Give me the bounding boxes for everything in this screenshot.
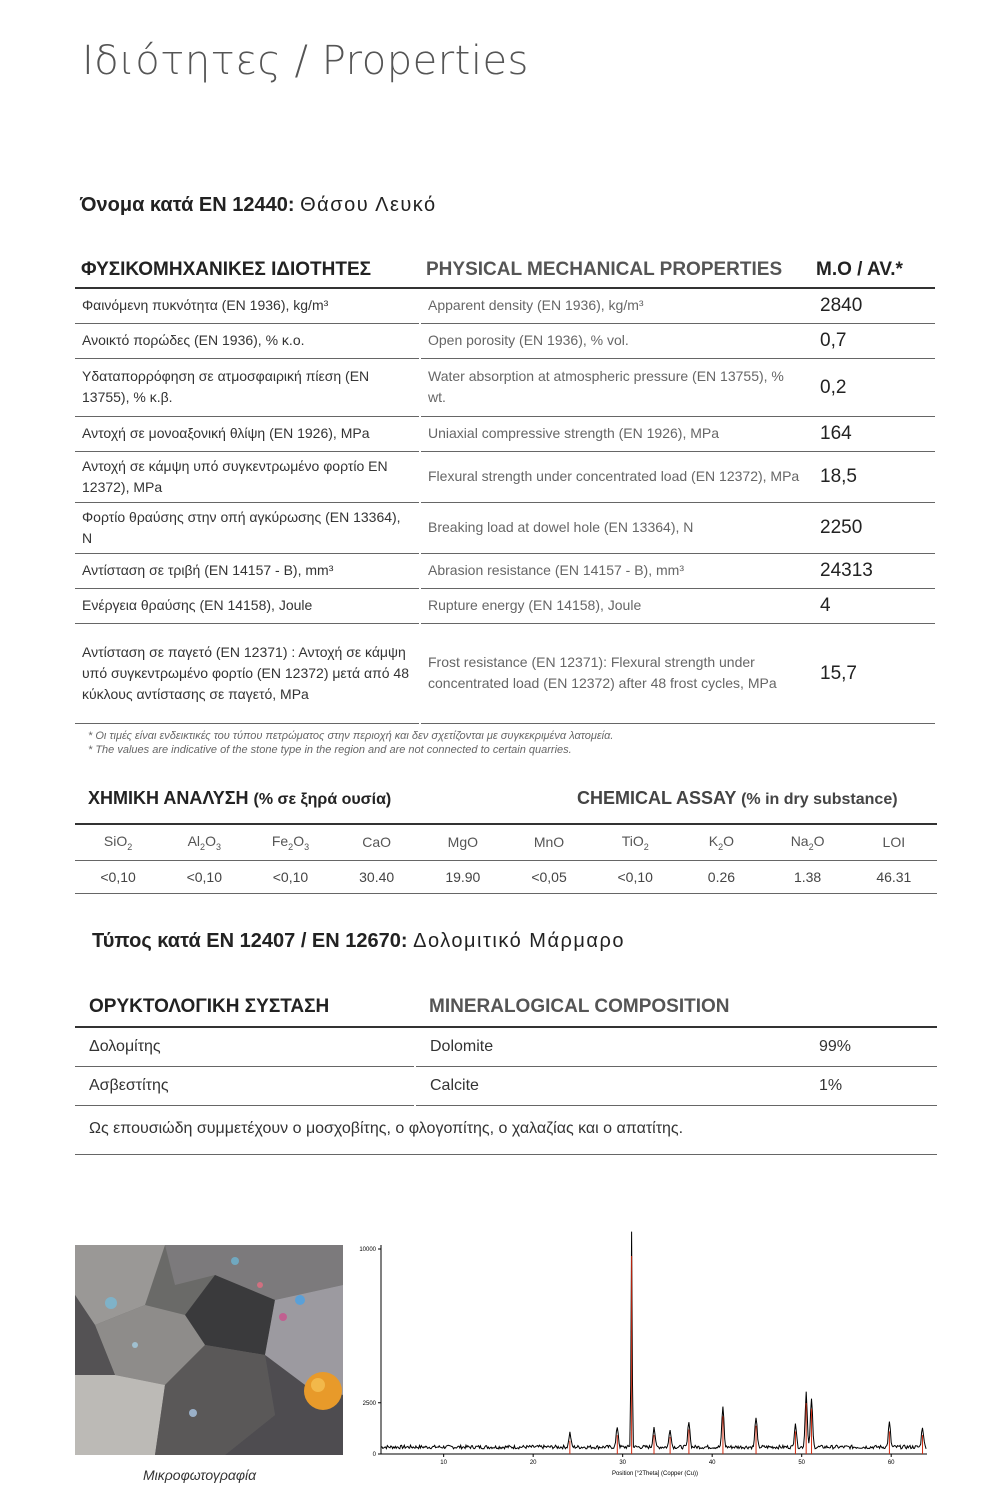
table-row [75,416,935,451]
diffraction-trace [381,1232,926,1449]
chem-value: 30.40 [334,860,420,893]
chemical-title-en [577,788,898,809]
chemical-values-row [75,860,937,893]
stone-type-line [92,930,625,953]
table-row [75,553,935,588]
y-tick-label: 2500 [362,1400,376,1407]
property-en: Breaking load at dowel hole (EN 13364), N [420,502,810,553]
x-tick-label: 20 [529,1460,537,1466]
oxide-k2o: $K_2O$ [678,824,764,860]
microphotograph [75,1245,343,1455]
mineral-en: Dolomite [415,1027,805,1067]
oxide-mgo: MgO [420,824,506,860]
property-gr: Ανοικτό πορώδες (EN 1936), % κ.ο. [75,323,420,358]
mineral-table [75,990,937,1155]
oxide-cao: CaO [334,824,420,860]
property-value: 2840 [810,288,935,323]
mineral-gr: Ασβεστίτης [75,1067,415,1106]
table-row [75,1027,937,1067]
stone-name-value: Θάσου Λευκό [300,194,437,216]
x-tick-label: 50 [798,1460,806,1466]
property-en: Open porosity (EN 1936), % vol. [420,323,810,358]
oxide-tio2: TiO$_2$ [592,824,678,860]
table-row [75,502,935,553]
x-ticks [440,1454,895,1466]
oxide-na2o: $Na_2O$ [765,824,851,860]
property-gr: Υδαταπορρόφηση σε ατμοσφαιρική πίεση (EN 13755), % κ.β. [75,358,420,416]
property-value: 164 [810,416,935,451]
property-value: 15,7 [810,623,935,723]
mineral-value: 1% [805,1067,937,1106]
property-gr: Φορτίο θραύσης στην οπή αγκύρωσης (EN 13364), N [75,502,420,553]
xrd-chart [345,1225,935,1480]
property-value: 0,2 [810,358,935,416]
peak-markers [570,1256,923,1454]
property-gr: Αντοχή σε κάμψη υπό συγκεντρωμένο φορτίο EN 12372), MPa [75,451,420,502]
chem-value: <0,05 [506,860,592,893]
header-gr: ΦΥΣΙΚΟΜΗΧΑΝΙΚΕΣ ΙΔΙΟΤΗΤΕΣ [75,255,420,288]
chemical-title-en-text: CHEMICAL ASSAY [577,788,737,808]
mineral-gr: Δολομίτης [75,1027,415,1067]
y-ticks [359,1247,381,1458]
property-en: Frost resistance (EN 12371): Flexural strength under concentrated load (EN 12372) after 48 frost cycles, MPa [420,623,810,723]
x-tick-label: 60 [887,1460,895,1466]
property-gr: Αντίσταση σε τριβή (EN 14157 - B), mm³ [75,553,420,588]
header-en: PHYSICAL MECHANICAL PROPERTIES [420,255,810,288]
property-en: Water absorption at atmospheric pressure (EN 13755), % wt. [420,358,810,416]
chemical-table [75,823,937,894]
property-value: 2250 [810,502,935,553]
x-axis-label: Position [°2Theta] (Copper (Cu)) [611,1471,699,1477]
property-gr: Αντίσταση σε παγετό (EN 12371) : Αντοχή σε κάμψη υπό συγκεντρωμένο φορτίο (EN 12372) μετά από 48 κύκλους αντίστασης σε παγετό, MPa [75,623,420,723]
stone-type-label: Τύπος κατά EN 12407 / EN 12670: [92,930,408,952]
property-value: 4 [810,588,935,623]
mineral-en: Calcite [415,1067,805,1106]
property-en: Apparent density (EN 1936), kg/m³ [420,288,810,323]
stone-type-value: Δολομιτικό Μάρμαρο [413,930,625,952]
mineral-header-gr: ΟΡΥΚΤΟΛΟΓΙΚΗ ΣΥΣΤΑΣΗ [75,990,415,1027]
table-row [75,1067,937,1106]
property-gr: Φαινόμενη πυκνότητα (EN 1936), kg/m³ [75,288,420,323]
property-en: Rupture energy (EN 14158), Joule [420,588,810,623]
x-tick-label: 40 [708,1460,716,1466]
property-en: Flexural strength under concentrated load (EN 12372), MPa [420,451,810,502]
chemical-subtitle-en: (% in dry substance) [741,791,898,808]
table-row [75,623,935,723]
table-row [75,451,935,502]
oxide-mno: MnO [506,824,592,860]
stone-name-line [80,194,437,217]
properties-table [75,255,935,724]
chem-value: <0,10 [161,860,247,893]
chem-value: 0.26 [678,860,764,893]
table-row [75,1106,937,1155]
property-gr: Αντοχή σε μονοαξονική θλίψη (EN 1926), MPa [75,416,420,451]
chem-value: <0,10 [75,860,161,893]
table-row [75,288,935,323]
table-row [75,323,935,358]
footnote-en: * The values are indicative of the stone type in the region and are not connected to certain quarries. [88,744,572,756]
mineral-header-blank [805,990,937,1027]
y-tick-label: 0 [372,1452,376,1458]
oxide-al2o3: $Al_2O_3$ [161,824,247,860]
property-value: 0,7 [810,323,935,358]
microphotograph-caption: Μικροφωτογραφία [143,1467,257,1483]
oxide-fe2o3: $Fe_2O_3$ [247,824,333,860]
oxide-sio2: SiO$_2$ [75,824,161,860]
chemical-title-gr-text: ΧΗΜΙΚΗ ΑΝΑΛΥΣΗ [88,788,249,808]
mineral-header-en: MINERALOGICAL COMPOSITION [415,990,805,1027]
page-title: Ιδιότητες / Properties [82,38,529,84]
chem-value: 46.31 [851,860,937,893]
x-tick-label: 30 [619,1460,627,1466]
chem-value: <0,10 [247,860,333,893]
x-tick-label: 10 [440,1460,447,1466]
property-en: Abrasion resistance (EN 14157 - B), mm³ [420,553,810,588]
mineral-value: 99% [805,1027,937,1067]
properties-header-row [75,255,935,288]
chemical-subtitle-gr: (% σε ξηρά ουσία) [253,791,392,808]
header-value: M.O / AV.* [810,255,935,288]
chem-value: 19.90 [420,860,506,893]
property-en: Uniaxial compressive strength (EN 1926), MPa [420,416,810,451]
footnote-gr: * Οι τιμές είναι ενδεικτικές του τύπου πετρώματος στην περιοχή και δεν σχετίζονται με συγκεκριμένα λατομεία. [88,730,614,742]
chemical-title-gr [88,788,391,809]
table-row [75,358,935,416]
chem-value: 1.38 [765,860,851,893]
y-tick-label: 10000 [359,1247,376,1253]
microphotograph-image [75,1245,343,1455]
property-value: 18,5 [810,451,935,502]
chemical-header-row [75,824,937,860]
property-gr: Ενέργεια θραύσης (EN 14158), Joule [75,588,420,623]
chem-value: <0,10 [592,860,678,893]
mineral-header-row [75,990,937,1027]
property-value: 24313 [810,553,935,588]
stone-name-label: Όνομα κατά EN 12440: [80,194,295,216]
accessory-minerals: Ως επουσιώδη συμμετέχουν ο μοσχοβίτης, ο φλογοπίτης, ο χαλαζίας και ο απατίτης. [75,1106,937,1155]
table-row [75,588,935,623]
oxide-loi: LOI [851,824,937,860]
